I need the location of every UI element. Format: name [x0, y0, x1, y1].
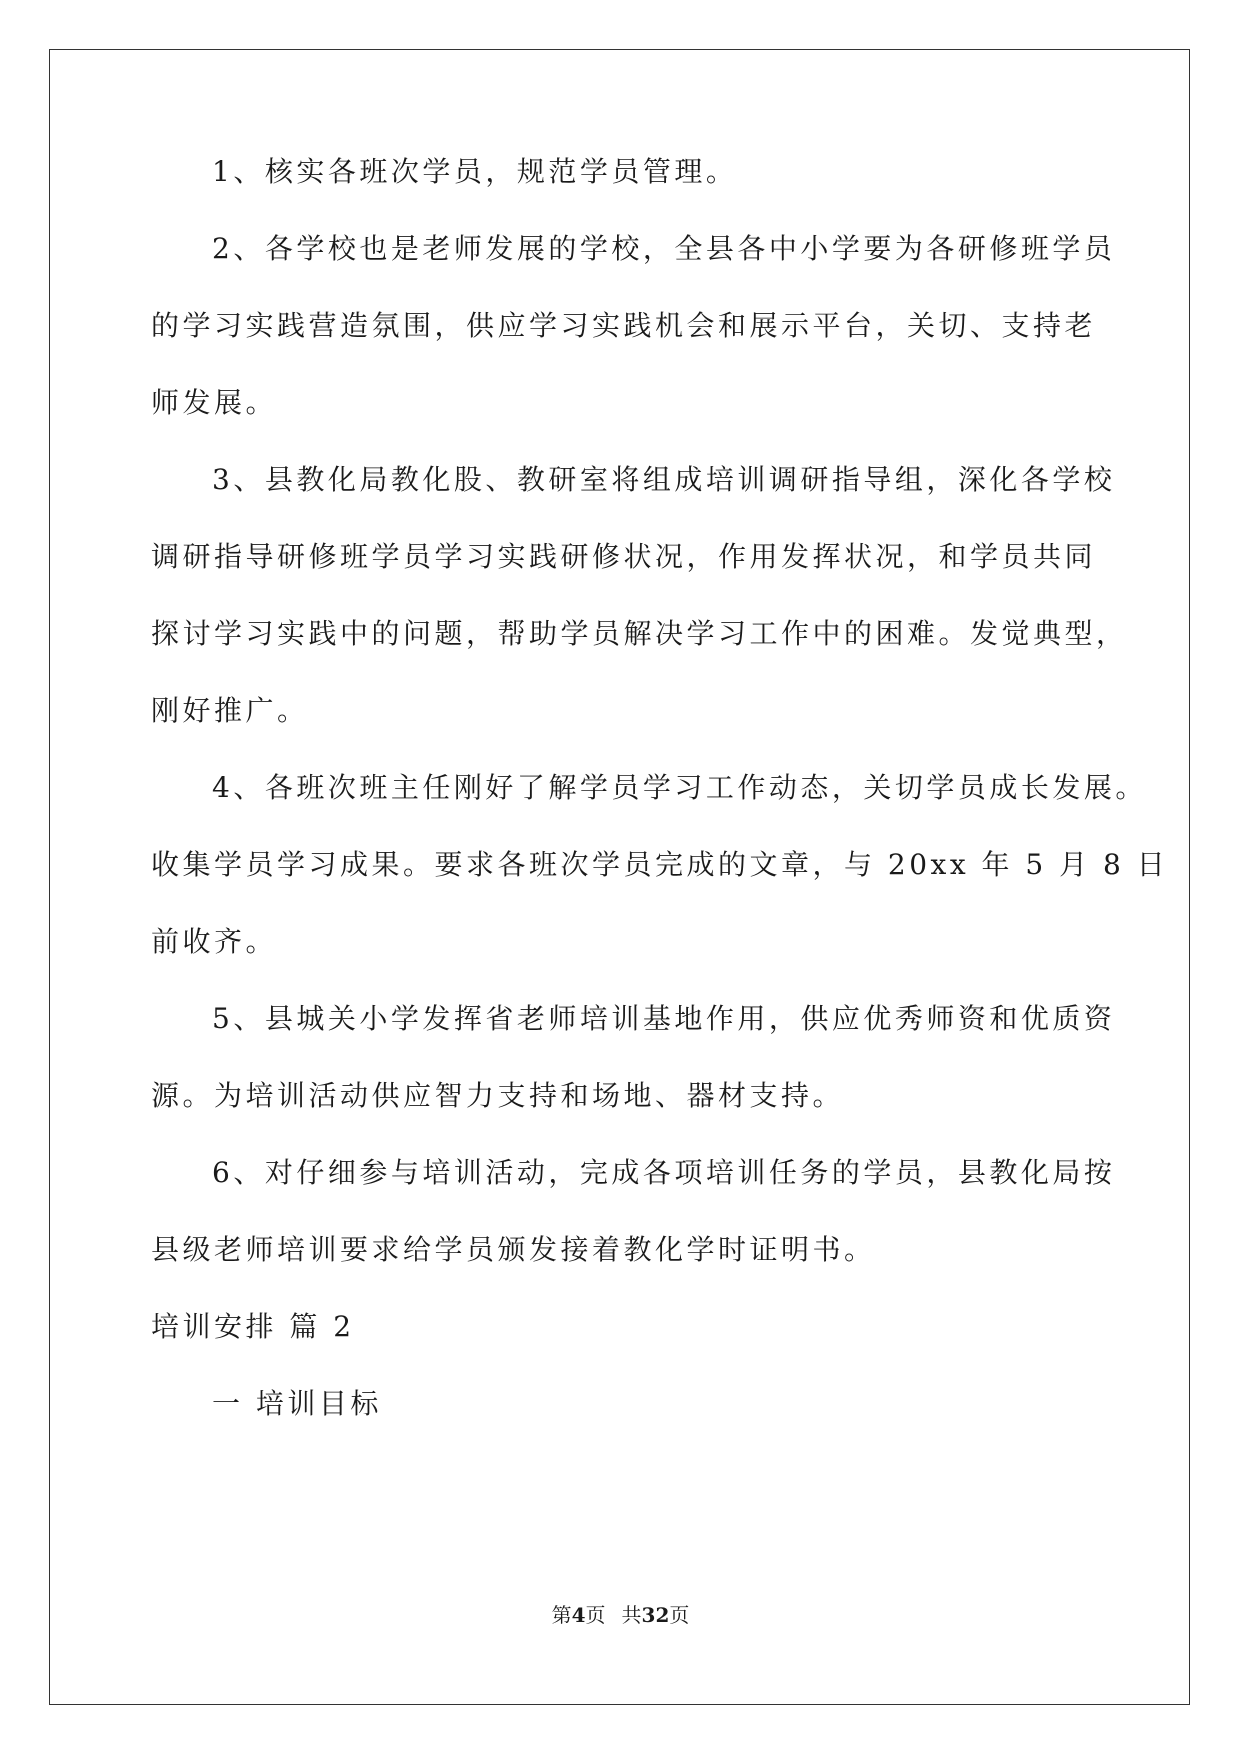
page-current: 4 — [571, 1603, 586, 1627]
paragraph-3-line-3: 探讨学习实践中的问题，帮助学员解决学习工作中的困难。发觉典型， — [151, 617, 1128, 650]
paragraph-2-line-1: 2、各学校也是老师发展的学校，全县各中小学要为各研修班学员 — [212, 232, 1116, 265]
page-suffix: 页 — [585, 1603, 606, 1627]
paragraph-4-line-1: 4、各班次班主任刚好了解学员学习工作动态，关切学员成长发展。 — [212, 771, 1147, 804]
subsection-heading: 一 培训目标 — [212, 1387, 382, 1420]
page-footer — [0, 1602, 1241, 1628]
paragraph-3-line-2: 调研指导研修班学员学习实践研修状况，作用发挥状况，和学员共同 — [151, 540, 1097, 573]
total-prefix: 共 — [621, 1603, 642, 1627]
paragraph-6-line-1: 6、对仔细参与培训活动，完成各项培训任务的学员，县教化局按 — [212, 1156, 1116, 1189]
paragraph-4-line-2: 收集学员学习成果。要求各班次学员完成的文章，与 20xx 年 5 月 8 日 — [151, 848, 1169, 881]
paragraph-2-line-3: 师发展。 — [151, 386, 278, 419]
paragraph-2-line-2: 的学习实践营造氛围，供应学习实践机会和展示平台，关切、支持老 — [151, 309, 1097, 342]
page-total: 32 — [641, 1603, 670, 1627]
paragraph-1-line-1: 1、核实各班次学员，规范学员管理。 — [212, 155, 738, 188]
paragraph-3-line-1: 3、县教化局教化股、教研室将组成培训调研指导组，深化各学校 — [212, 463, 1116, 496]
paragraph-5-line-2: 源。为培训活动供应智力支持和场地、器材支持。 — [151, 1079, 845, 1112]
paragraph-4-line-3: 前收齐。 — [151, 925, 278, 958]
paragraph-6-line-2: 县级老师培训要求给学员颁发接着教化学时证明书。 — [151, 1233, 876, 1266]
paragraph-5-line-1: 5、县城关小学发挥省老师培训基地作用，供应优秀师资和优质资 — [212, 1002, 1116, 1035]
paragraph-3-line-4: 刚好推广。 — [151, 694, 309, 727]
page-prefix: 第 — [551, 1603, 572, 1627]
total-suffix: 页 — [669, 1603, 690, 1627]
section-heading: 培训安排 篇 2 — [151, 1310, 355, 1343]
